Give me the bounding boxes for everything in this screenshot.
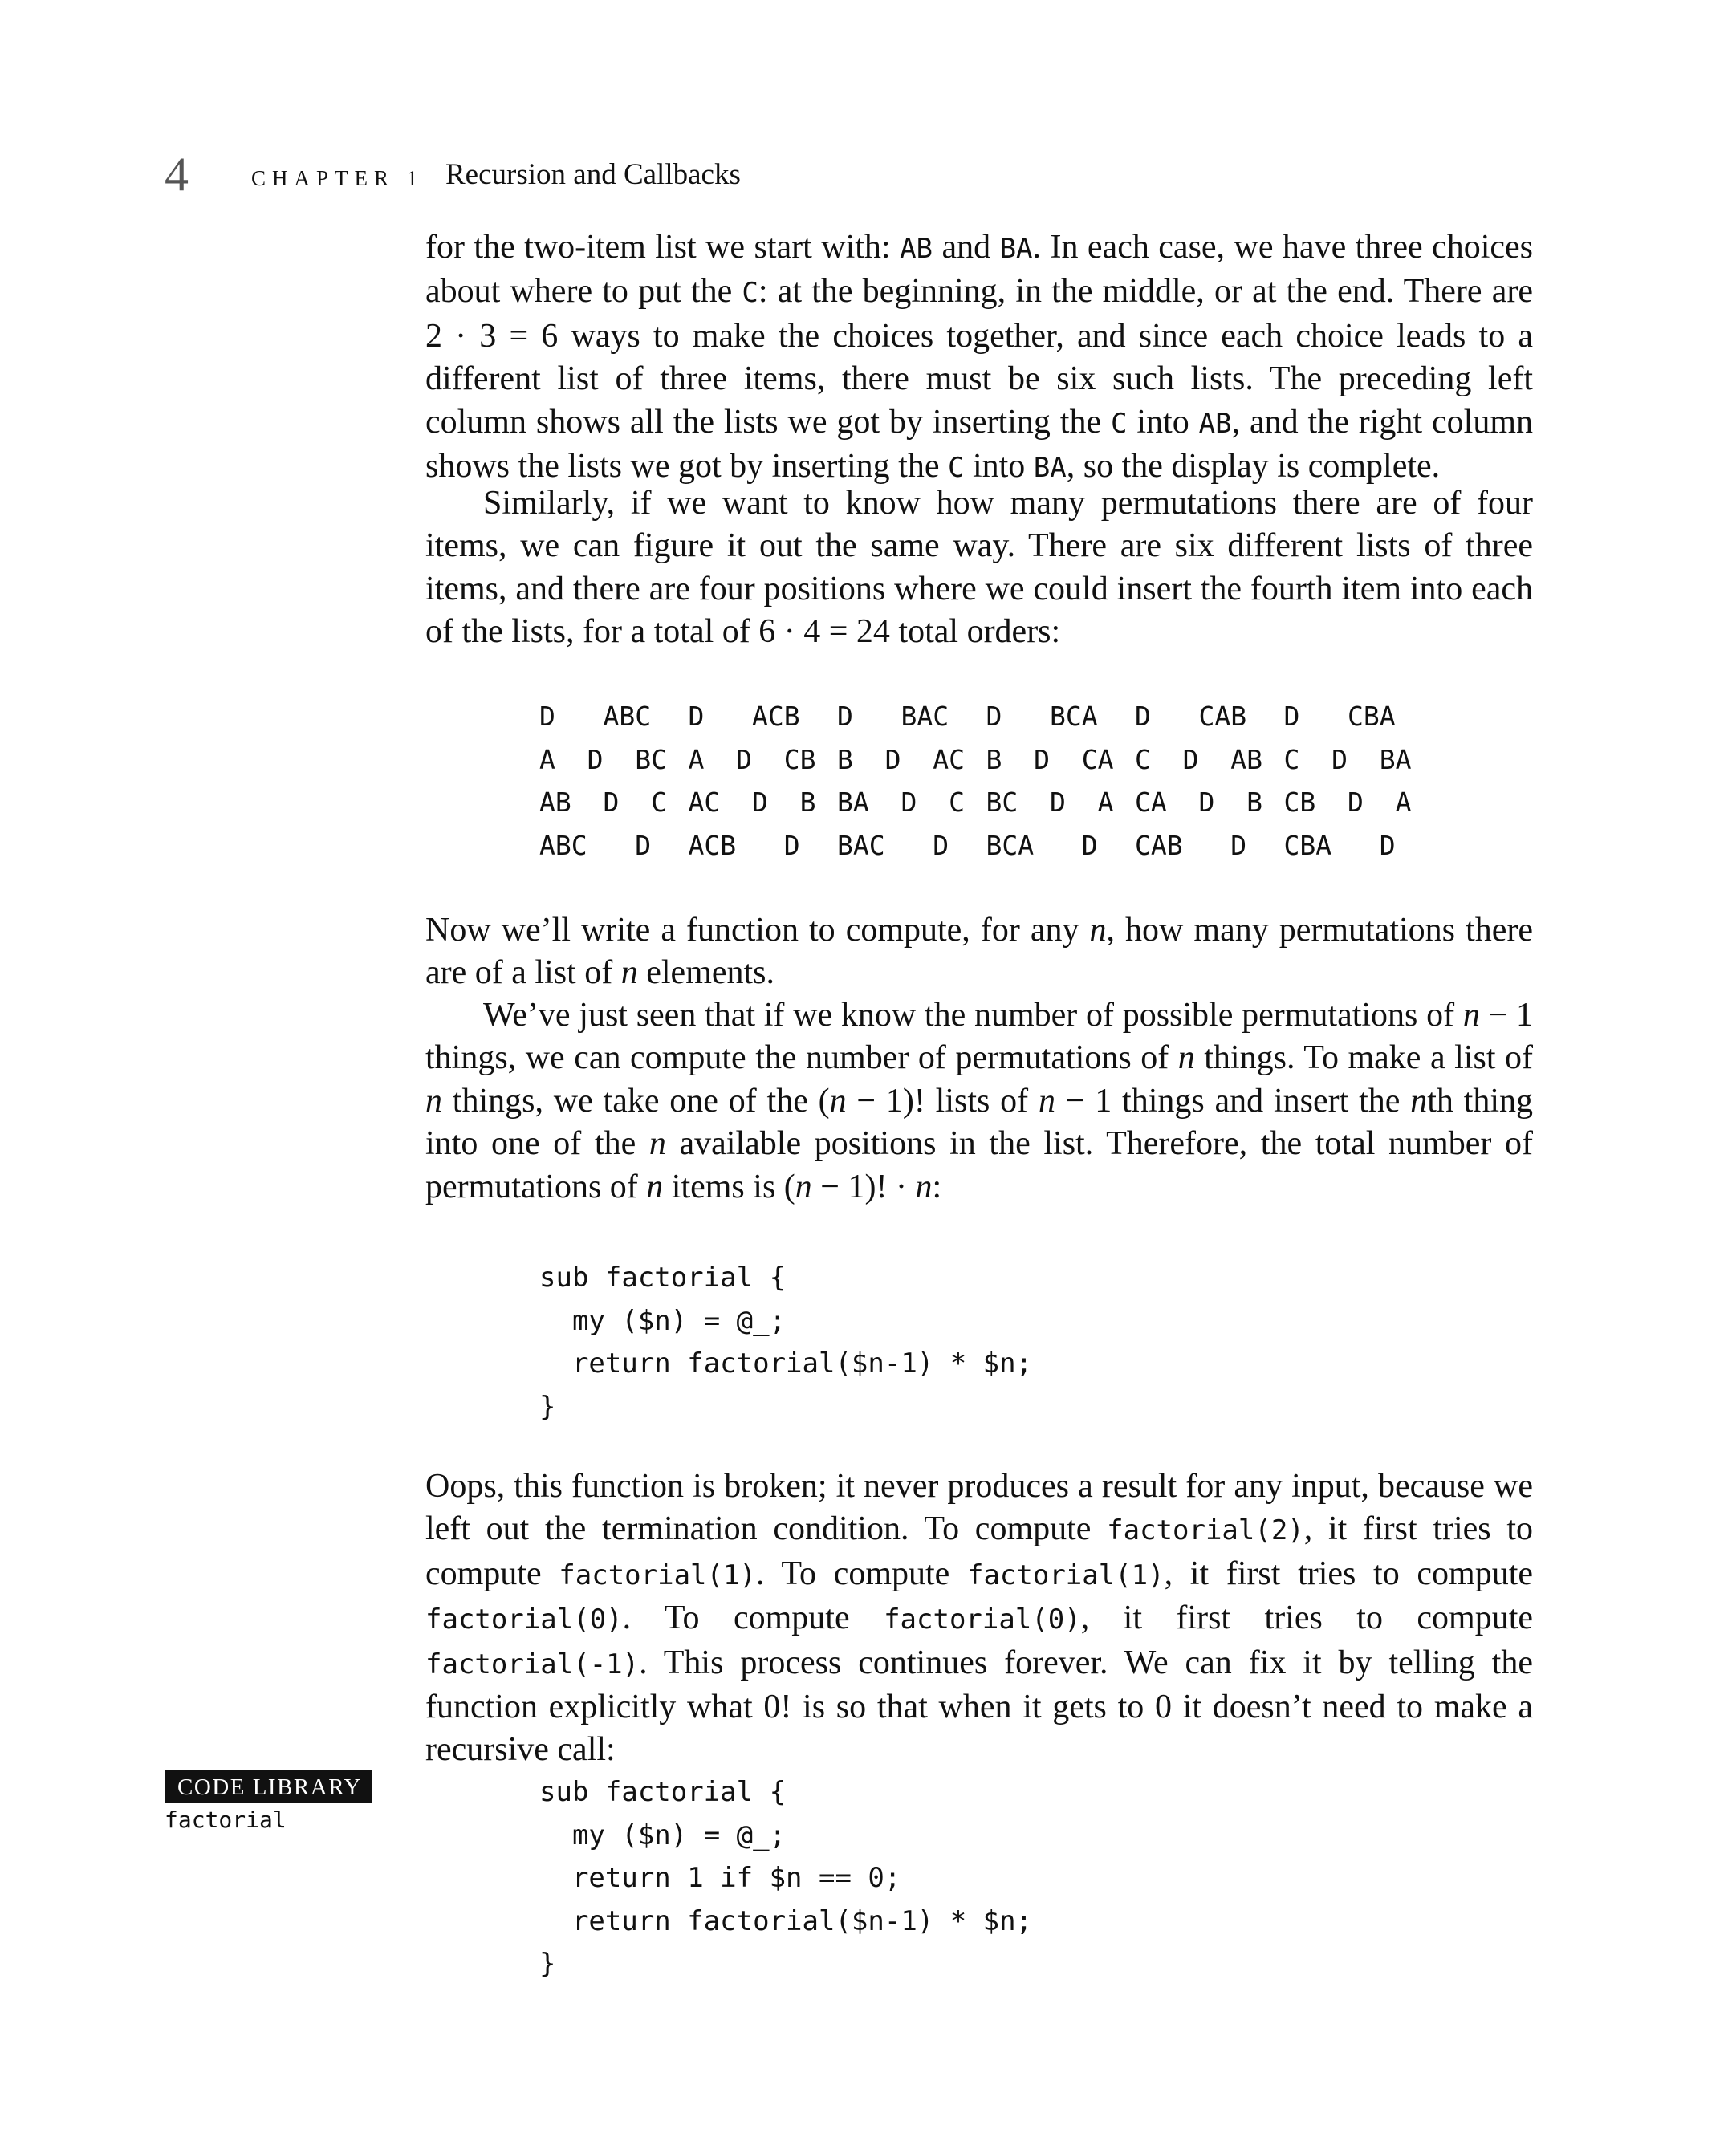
text-run: . In each case, we have three choices about where to put the xyxy=(425,229,1533,311)
permutation-table xyxy=(539,695,1454,867)
permutation-row xyxy=(539,738,1454,782)
math-variable: n xyxy=(646,1168,664,1205)
permutation-cell: D BCA xyxy=(986,701,1098,732)
permutation-cell: BC D A xyxy=(986,786,1114,818)
paragraph-four-items: Similarly, if we want to know how many permutations there are of four items, we can figure it out the same way. There are six different lists of three items, and there are four positions where we could insert the fourth item into each of the lists, for a total of 6 · 4 = 24 total orders: xyxy=(425,485,1533,651)
text-run: available positions in the list. Therefore, the total number of permutations of xyxy=(425,1125,1533,1205)
text-run: − 1)! · xyxy=(811,1168,916,1205)
text-run: : at the beginning, in the middle, or at the end. There are 2 · 3 = 6 ways to make the choices together, and since each choice leads to a different list of three items, there must be six such lists. The preceding left column shows all the lists we got by inserting the xyxy=(425,273,1533,441)
text-run: , so the display is complete. xyxy=(1066,448,1441,486)
permutation-cell: BCA D xyxy=(986,829,1098,861)
permutation-cell: BAC D xyxy=(837,829,949,861)
text-run: items is ( xyxy=(663,1168,795,1205)
inline-code: BA xyxy=(999,233,1033,265)
inline-code: C xyxy=(947,452,965,485)
text-run: : xyxy=(932,1168,942,1205)
math-variable: n xyxy=(425,1082,442,1120)
text-run: elements. xyxy=(637,954,775,992)
permutation-cell: CB D A xyxy=(1283,786,1412,818)
math-variable: n xyxy=(648,1125,666,1163)
permutation-cell: D CAB xyxy=(1135,701,1247,732)
permutation-cell: D ABC xyxy=(539,701,652,732)
permutation-cell: ABC D xyxy=(539,829,652,861)
permutation-cell: C D AB xyxy=(1135,743,1262,775)
math-variable: n xyxy=(915,1168,933,1205)
code-line: sub factorial { xyxy=(539,1262,787,1294)
page-number: 4 xyxy=(165,148,189,201)
permutation-cell: C D BA xyxy=(1283,743,1412,775)
paragraph-permutation-count xyxy=(425,994,1533,1209)
permutation-cell: BA D C xyxy=(837,786,965,818)
text-run: Now we’ll write a function to compute, for any xyxy=(425,912,1090,949)
inline-code: AB xyxy=(900,233,933,265)
code-line: return factorial($n-1) * $n; xyxy=(539,1904,1033,1937)
code-line: } xyxy=(539,1948,556,1980)
text-run: into xyxy=(1127,403,1199,441)
permutation-cell: ACB D xyxy=(688,829,800,861)
paragraph-broken-function xyxy=(425,1465,1533,1772)
permutation-cell: CA D B xyxy=(1135,786,1262,818)
text-run: − 1 things and insert the xyxy=(1055,1082,1411,1120)
permutation-cell: A D BC xyxy=(539,743,667,775)
permutation-cell: CBA D xyxy=(1283,829,1396,861)
text-run: We’ve just seen that if we know the number of possible permutations of xyxy=(483,997,1463,1034)
inline-code: factorial(1) xyxy=(559,1559,756,1591)
text-run: − 1 things, we can compute the number of permutations of xyxy=(425,997,1533,1077)
code-line: my ($n) = @_; xyxy=(539,1304,787,1337)
permutation-cell: B D CA xyxy=(986,743,1114,775)
code-block-broken-factorial xyxy=(539,1257,1032,1429)
permutation-cell: D ACB xyxy=(688,701,800,732)
math-variable: n xyxy=(795,1168,812,1205)
permutation-cell: CAB D xyxy=(1135,829,1247,861)
permutation-cell: D BAC xyxy=(837,701,949,732)
inline-code: C xyxy=(1111,407,1128,440)
permutation-cell: A D CB xyxy=(688,743,816,775)
code-line: return factorial($n-1) * $n; xyxy=(539,1347,1033,1380)
text-run: Oops, this function is broken; it never produces a result for any input, because we left out the termination condition. To compute xyxy=(425,1468,1533,1548)
permutation-row xyxy=(539,695,1454,738)
code-library-badge: CODE LIBRARY xyxy=(165,1770,372,1803)
permutation-row xyxy=(539,824,1454,868)
inline-code: C xyxy=(742,277,758,310)
math-variable: n xyxy=(1177,1039,1195,1077)
math-variable: n xyxy=(1410,1082,1428,1120)
permutation-row xyxy=(539,781,1454,824)
chapter-label: CHAPTER 1 xyxy=(251,166,425,190)
text-run: , it first tries to compute xyxy=(425,1510,1533,1592)
text-run: , it first tries to compute xyxy=(1164,1555,1533,1592)
text-run: into xyxy=(964,448,1034,486)
text-run: and xyxy=(933,229,1000,266)
text-run: things. To make a list of xyxy=(1194,1039,1534,1077)
text-run: , how many permutations there are of a list of xyxy=(425,912,1533,992)
inline-code: factorial(0) xyxy=(425,1603,623,1636)
text-run: − 1)! lists of xyxy=(846,1082,1039,1120)
text-run: th thing into one of the xyxy=(425,1082,1533,1163)
math-variable: n xyxy=(1089,912,1107,949)
permutation-cell: B D AC xyxy=(837,743,965,775)
code-block-fixed-factorial xyxy=(539,1771,1032,1986)
math-variable: n xyxy=(829,1082,847,1120)
code-line: return 1 if $n == 0; xyxy=(539,1862,901,1894)
code-line: my ($n) = @_; xyxy=(539,1819,787,1851)
math-variable: n xyxy=(1462,997,1480,1034)
inline-code: BA xyxy=(1033,452,1067,485)
permutation-cell: AC D B xyxy=(688,786,816,818)
math-variable: n xyxy=(1038,1082,1055,1120)
paragraph-two-item-lists xyxy=(425,226,1533,490)
code-library-note xyxy=(165,1770,372,1834)
inline-code: factorial(1) xyxy=(966,1559,1165,1591)
code-library-name: factorial xyxy=(165,1807,287,1833)
math-variable: n xyxy=(620,954,638,992)
text-run: . This process continues forever. We can fix it by telling the function explicitly what 0! is so that when it gets to 0 it doesn’t need to make a recursive call: xyxy=(425,1644,1533,1769)
text-run: . To compute xyxy=(755,1555,967,1592)
inline-code: factorial(0) xyxy=(884,1603,1081,1636)
permutation-cell: D CBA xyxy=(1283,701,1396,732)
text-run: . To compute xyxy=(622,1599,884,1637)
code-line: } xyxy=(539,1390,556,1423)
paragraph-write-function xyxy=(425,909,1533,995)
text-run: , and the right column shows the lists we got by inserting the xyxy=(425,403,1533,486)
chapter-title: Recursion and Callbacks xyxy=(445,158,741,191)
text-run: for the two-item list we start with: xyxy=(425,229,901,266)
text-run: , it first tries to compute xyxy=(1080,1599,1534,1637)
inline-code: factorial(2) xyxy=(1107,1514,1304,1547)
text-run: things, we take one of the ( xyxy=(442,1082,830,1120)
code-line: sub factorial { xyxy=(539,1776,787,1808)
inline-code: factorial(-1) xyxy=(425,1648,640,1681)
permutation-cell: AB D C xyxy=(539,786,667,818)
inline-code: AB xyxy=(1198,407,1232,440)
